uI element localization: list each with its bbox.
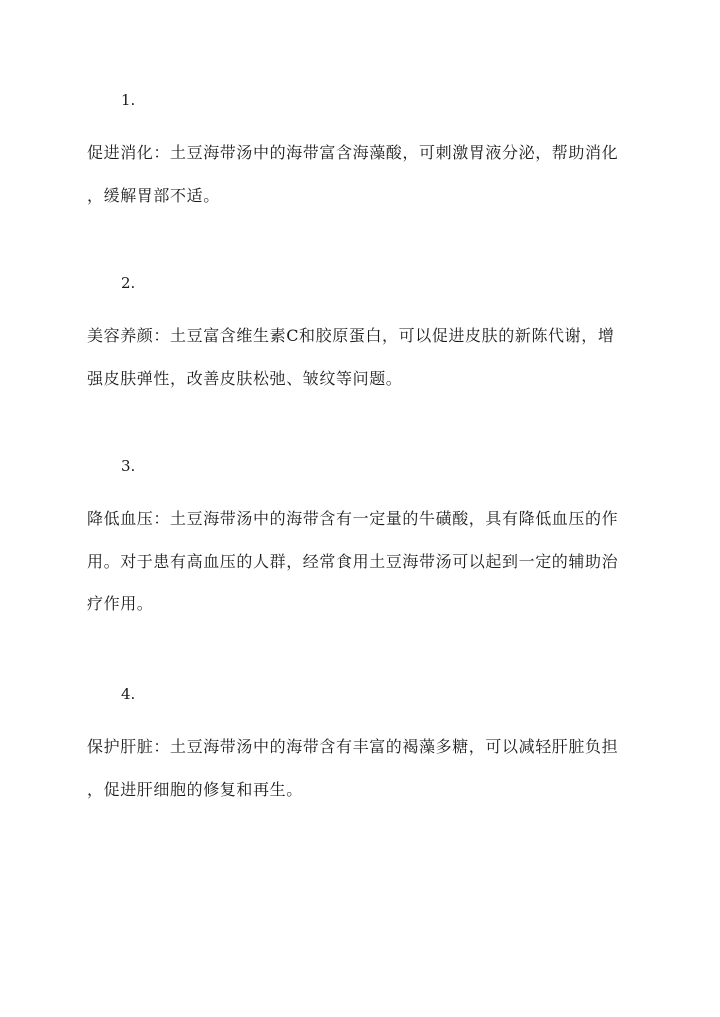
- item-number: 4.: [121, 685, 136, 703]
- text-line: 降低血压：土豆海带汤中的海带含有一定量的牛磺酸，具有降低血压的作: [87, 509, 619, 528]
- item-number: 3.: [121, 457, 136, 475]
- item-text: [87, 132, 647, 217]
- item-text: [87, 315, 647, 400]
- item-text: [87, 498, 647, 626]
- text-line: ，促进肝细胞的修复和再生。: [87, 779, 303, 799]
- list-item: [87, 684, 647, 811]
- list-item: [87, 456, 647, 626]
- text-line: 疗作用。: [87, 594, 154, 613]
- list-item: [87, 90, 647, 217]
- item-text: [87, 726, 647, 811]
- item-number: 1.: [121, 91, 136, 109]
- item-number: 2.: [121, 274, 136, 292]
- text-line: 用。对于患有高血压的人群，经常食用土豆海带汤可以起到一定的辅助治: [87, 551, 619, 571]
- text-line: 促进消化：土豆海带汤中的海带富含海藻酸，可刺激胃液分泌，帮助消化: [87, 143, 619, 162]
- text-line: 强皮肤弹性，改善皮肤松弛、皱纹等问题。: [87, 368, 403, 388]
- text-line: 保护肝脏：土豆海带汤中的海带含有丰富的褐藻多糖，可以减轻肝脏负担: [87, 737, 619, 756]
- text-line: 美容养颜：土豆富含维生素C和胶原蛋白，可以促进皮肤的新陈代谢，增: [87, 326, 615, 345]
- text-line: ，缓解胃部不适。: [87, 185, 220, 205]
- list-item: [87, 273, 647, 400]
